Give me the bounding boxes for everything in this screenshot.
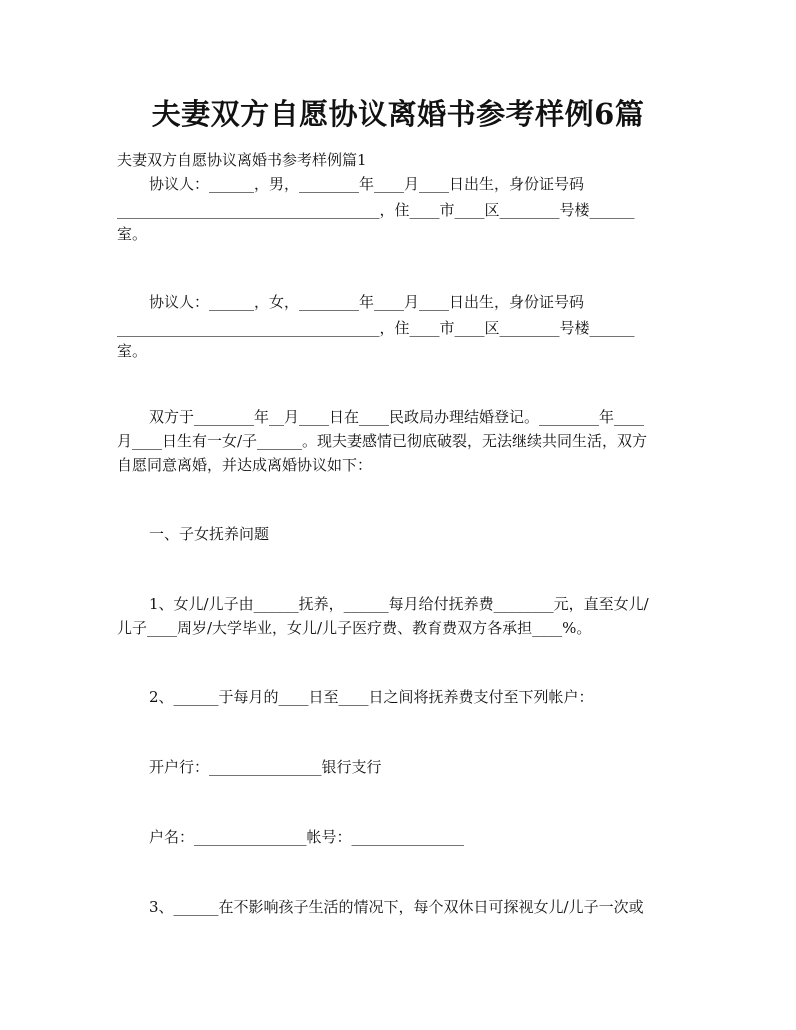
section-heading: 一、子女抚养问题	[149, 525, 270, 543]
paragraph-line: 2、______于每月的____日至____日之间将抚养费支付至下列帐户：	[149, 688, 594, 706]
paragraph-line: 自愿同意离婚，并达成离婚协议如下：	[117, 456, 373, 474]
paragraph-line: 开户行：_______________银行支行	[149, 758, 382, 776]
paragraph-line: 室。	[117, 225, 148, 243]
document-subtitle: 夫妻双方自愿协议离婚书参考样例篇1	[117, 151, 367, 169]
paragraph-line: ___________________________________，住____市____区________号楼______	[117, 201, 635, 219]
paragraph-line: 双方于________年__月____日在____民政局办理结婚登记。________年____	[149, 408, 645, 426]
paragraph-line: 室。	[117, 342, 148, 360]
paragraph-line: 1、女儿/儿子由______抚养，______每月给付抚养费________元，直至女儿/	[149, 595, 649, 613]
paragraph-line: 3、______在不影响孩子生活的情况下，每个双休日可探视女儿/儿子一次或	[149, 898, 644, 916]
paragraph-line: 月____日生有一女/子______。现夫妻感情已彻底破裂，无法继续共同生活，双方	[117, 432, 648, 450]
document-title: 夫妻双方自愿协议离婚书参考样例6篇	[151, 97, 645, 131]
paragraph-line: 协议人：______，女，________年____月____日出生，身份证号码	[149, 293, 585, 311]
paragraph-line: 户名：_______________帐号：_______________	[149, 828, 465, 846]
paragraph-line: 协议人：______，男，________年____月____日出生，身份证号码	[149, 175, 585, 193]
paragraph-line: 儿子____周岁/大学毕业，女儿/儿子医疗费、教育费双方各承担____%。	[117, 619, 592, 637]
paragraph-line: ___________________________________，住____市____区________号楼______	[117, 319, 635, 337]
